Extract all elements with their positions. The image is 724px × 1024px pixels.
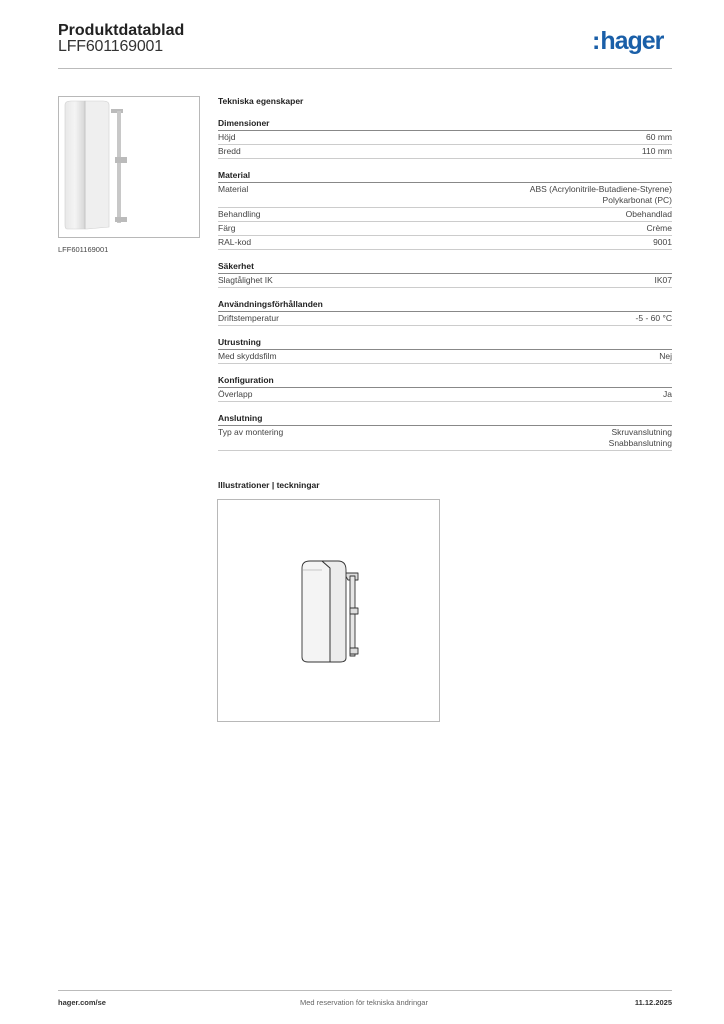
group-material (218, 170, 672, 250)
property-label: Höjd (218, 132, 236, 142)
group-title: Användningsförhållanden (218, 299, 672, 312)
logo-prefix: : (592, 27, 600, 55)
group-konfiguration (218, 375, 672, 402)
group-title: Utrustning (218, 337, 672, 350)
product-thumbnail (58, 96, 200, 238)
product-reference: LFF601169001 (58, 38, 163, 55)
property-row (218, 426, 672, 451)
property-row (218, 145, 672, 159)
footer-website-link[interactable]: hager.com/se (58, 998, 106, 1007)
group-title: Konfiguration (218, 375, 672, 388)
group-title: Material (218, 170, 672, 183)
property-label: RAL-kod (218, 237, 252, 247)
property-label: Driftstemperatur (218, 313, 279, 323)
property-row (218, 236, 672, 250)
property-value: ABS (Acrylonitrile-Butadiene-Styrene) Polykarbonat (PC) (529, 184, 672, 205)
logo-text: hager (600, 27, 664, 55)
property-row (218, 222, 672, 236)
group-title: Dimensioner (218, 118, 672, 131)
property-label: Med skyddsfilm (218, 351, 277, 361)
hager-logo[interactable] (592, 27, 663, 56)
property-row (218, 350, 672, 364)
property-value: Nej (659, 351, 672, 361)
properties-heading: Tekniska egenskaper (218, 96, 304, 106)
property-label: Behandling (218, 209, 261, 219)
thumbnail-caption: LFF601169001 (58, 245, 109, 254)
property-value: Obehandlad (625, 209, 672, 219)
property-value: IK07 (654, 275, 672, 285)
footer-disclaimer: Med reservation för tekniska ändringar (300, 998, 428, 1007)
property-label: Slagtålighet IK (218, 275, 273, 285)
property-label: Material (218, 184, 249, 194)
group-sakerhet (218, 261, 672, 288)
property-label: Typ av montering (218, 427, 284, 437)
property-value: Crème (646, 223, 672, 233)
property-value: 9001 (653, 237, 672, 247)
property-label: Bredd (218, 146, 241, 156)
property-row (218, 208, 672, 222)
page-title: Produktdatablad (58, 22, 185, 39)
group-dimensioner (218, 118, 672, 159)
property-value: 110 mm (641, 146, 672, 156)
property-row (218, 183, 672, 208)
illustrations-heading: Illustrationer | teckningar (218, 480, 320, 490)
property-row (218, 274, 672, 288)
group-anvandningsforhallanden (218, 299, 672, 326)
technical-properties (218, 96, 672, 462)
product-line-drawing-icon (218, 500, 439, 721)
property-value: -5 - 60 °C (635, 313, 672, 323)
property-value: 60 mm (646, 132, 672, 142)
group-anslutning (218, 413, 672, 451)
illustration-frame (217, 499, 440, 722)
property-row (218, 131, 672, 145)
property-label: Överlapp (218, 389, 253, 399)
product-end-cap-photo-icon (59, 97, 199, 237)
footer-divider (58, 990, 672, 991)
footer-date: 11.12.2025 (634, 998, 672, 1007)
group-utrustning (218, 337, 672, 364)
group-title: Anslutning (218, 413, 672, 426)
property-row (218, 312, 672, 326)
property-row (218, 388, 672, 402)
header-divider (58, 68, 672, 69)
property-value: Skruvanslutning Snabbanslutning (608, 427, 672, 448)
property-label: Färg (218, 223, 236, 233)
property-value: Ja (663, 389, 672, 399)
group-title: Säkerhet (218, 261, 672, 274)
